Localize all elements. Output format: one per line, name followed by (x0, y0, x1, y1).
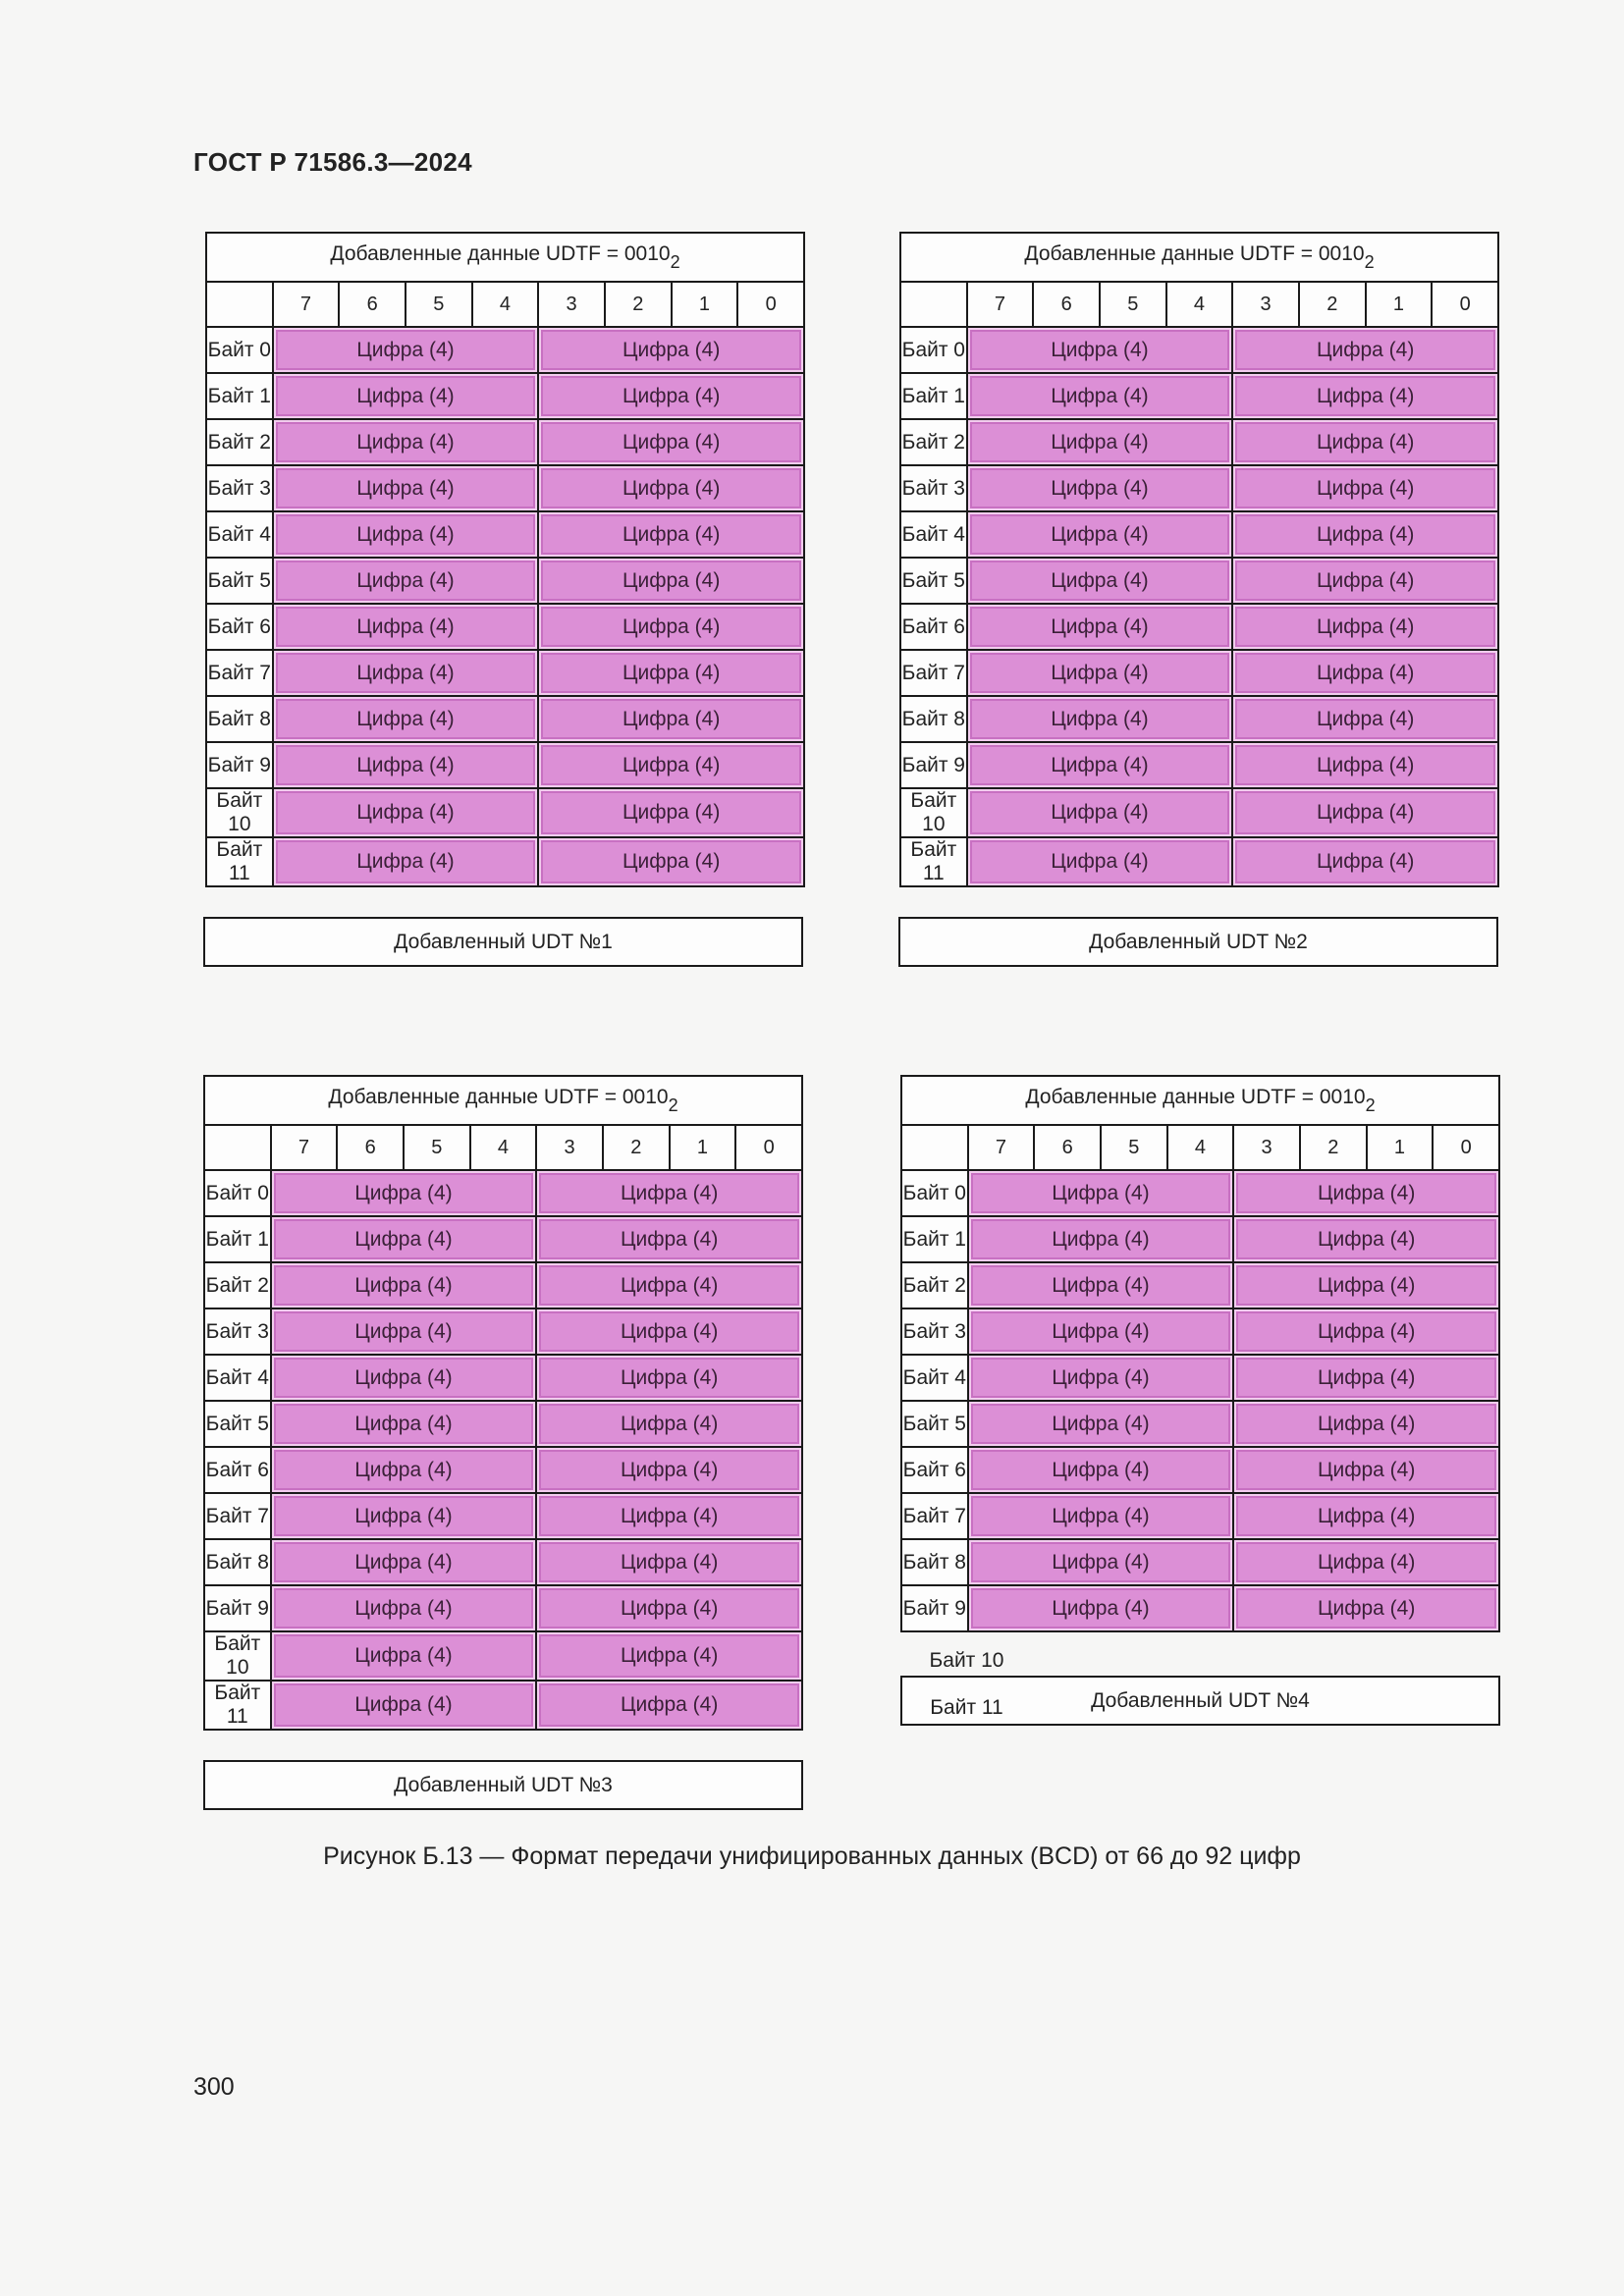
table-title-text: Добавленные данные UDTF = 0010 (1024, 241, 1365, 265)
digit-cell-high: Цифра (4) (271, 1631, 537, 1681)
table-row (900, 837, 1498, 886)
digit-cell-low: Цифра (4) (536, 1681, 802, 1730)
digit-cell-low: Цифра (4) (1232, 788, 1498, 837)
byte-label: Байт 11 (900, 837, 967, 886)
byte-label: Байт 0 (901, 1170, 968, 1216)
byte-label: Байт 6 (206, 604, 273, 650)
digit-cell-low: Цифра (4) (538, 696, 804, 742)
byte-label: Байт 1 (206, 373, 273, 419)
digit-cell-high: Цифра (4) (273, 696, 539, 742)
table-row (900, 696, 1498, 742)
byte-label: Байт 8 (206, 696, 273, 742)
table-title-text: Добавленные данные UDTF = 0010 (1025, 1085, 1366, 1108)
bit-header: 5 (1100, 282, 1166, 327)
table-row (901, 1262, 1499, 1308)
udt-table-2 (899, 232, 1499, 887)
bit-header: 2 (1299, 282, 1366, 327)
digit-cell-low: Цифра (4) (536, 1355, 802, 1401)
table-row (204, 1170, 802, 1216)
table-row (900, 373, 1498, 419)
digit-cell-high: Цифра (4) (273, 837, 539, 886)
bit-header: 7 (271, 1125, 338, 1170)
digit-cell-low: Цифра (4) (538, 837, 804, 886)
digit-cell-high: Цифра (4) (968, 1308, 1234, 1355)
table-row (206, 558, 804, 604)
digit-cell-high: Цифра (4) (273, 465, 539, 511)
table-row (204, 1539, 802, 1585)
bit-header: 3 (1232, 282, 1299, 327)
digit-cell-low: Цифра (4) (1232, 511, 1498, 558)
udt-footer-4: Добавленный UDT №4 (900, 1676, 1500, 1726)
table-row (206, 837, 804, 886)
byte-label: Байт 0 (204, 1170, 271, 1216)
digit-cell-low: Цифра (4) (538, 558, 804, 604)
bit-header: 4 (472, 282, 539, 327)
udt-table-4 (900, 1075, 1500, 1632)
digit-cell-high: Цифра (4) (967, 837, 1233, 886)
byte-label: Байт 11 (204, 1681, 271, 1730)
byte-label: Байт 4 (901, 1355, 968, 1401)
digit-cell-high: Цифра (4) (273, 742, 539, 788)
table-title (206, 233, 804, 282)
table-title-text: Добавленные данные UDTF = 0010 (330, 241, 671, 265)
digit-cell-high: Цифра (4) (968, 1447, 1234, 1493)
digit-cell-low: Цифра (4) (538, 604, 804, 650)
digit-cell-low: Цифра (4) (538, 419, 804, 465)
digit-cell-low: Цифра (4) (1232, 419, 1498, 465)
udt-footer-2: Добавленный UDT №2 (898, 917, 1498, 967)
byte-label: Байт 3 (900, 465, 967, 511)
byte-label: Байт 8 (900, 696, 967, 742)
bit-header: 1 (672, 282, 738, 327)
byte-label: Байт 1 (901, 1216, 968, 1262)
digit-cell-high: Цифра (4) (967, 604, 1233, 650)
table-row (204, 1355, 802, 1401)
digit-cell-low: Цифра (4) (536, 1585, 802, 1631)
corner-cell (204, 1125, 271, 1170)
table-row (204, 1493, 802, 1539)
table-row (901, 1447, 1499, 1493)
digit-cell-low: Цифра (4) (1232, 373, 1498, 419)
digit-cell-high: Цифра (4) (968, 1539, 1234, 1585)
table-row (204, 1585, 802, 1631)
digit-cell-high: Цифра (4) (967, 511, 1233, 558)
table-row (901, 1308, 1499, 1355)
digit-cell-low: Цифра (4) (536, 1401, 802, 1447)
table-row (901, 1355, 1499, 1401)
udt-block-1 (205, 232, 805, 887)
byte-label: Байт 3 (204, 1308, 271, 1355)
digit-cell-low: Цифра (4) (536, 1631, 802, 1681)
table-row (900, 742, 1498, 788)
byte-label: Байт 9 (901, 1585, 968, 1631)
table-row (900, 465, 1498, 511)
table-row (204, 1262, 802, 1308)
table-row (206, 511, 804, 558)
udt-table-1 (205, 232, 805, 887)
byte-label: Байт 5 (901, 1401, 968, 1447)
figure-caption: Рисунок Б.13 — Формат передачи унифицированных данных (BCD) от 66 до 92 цифр (323, 1842, 1301, 1870)
byte-label: Байт 11 (206, 837, 273, 886)
digit-cell-high: Цифра (4) (967, 465, 1233, 511)
table-row (206, 604, 804, 650)
digit-cell-low: Цифра (4) (1232, 742, 1498, 788)
byte-label: Байт 8 (204, 1539, 271, 1585)
digit-cell-high: Цифра (4) (968, 1355, 1234, 1401)
digit-cell-high: Цифра (4) (967, 558, 1233, 604)
table-row (901, 1216, 1499, 1262)
bit-header: 5 (404, 1125, 470, 1170)
digit-cell-low: Цифра (4) (538, 788, 804, 837)
bit-header: 6 (337, 1125, 404, 1170)
table-row (901, 1401, 1499, 1447)
digit-cell-high: Цифра (4) (271, 1308, 537, 1355)
byte-label: Байт 2 (901, 1262, 968, 1308)
digit-cell-high: Цифра (4) (271, 1585, 537, 1631)
digit-cell-high: Цифра (4) (273, 788, 539, 837)
bit-header: 3 (538, 282, 605, 327)
digit-cell-low: Цифра (4) (1233, 1355, 1499, 1401)
table-title-subscript: 2 (668, 1095, 678, 1115)
bit-header: 5 (1101, 1125, 1167, 1170)
bit-header: 7 (967, 282, 1034, 327)
byte-label: Байт 7 (206, 650, 273, 696)
digit-cell-low: Цифра (4) (538, 465, 804, 511)
byte-label: Байт 0 (900, 327, 967, 373)
digit-cell-high: Цифра (4) (273, 650, 539, 696)
byte-label: Байт 9 (204, 1585, 271, 1631)
byte-label: Байт 10 (900, 788, 967, 837)
bit-header: 2 (1300, 1125, 1367, 1170)
digit-cell-high: Цифра (4) (968, 1216, 1234, 1262)
byte-label: Байт 5 (900, 558, 967, 604)
table-title-subscript: 2 (1365, 1095, 1376, 1115)
bit-header: 4 (1167, 1125, 1234, 1170)
digit-cell-low: Цифра (4) (536, 1539, 802, 1585)
table-title (204, 1076, 802, 1125)
table-row (204, 1216, 802, 1262)
digit-cell-high: Цифра (4) (968, 1170, 1234, 1216)
table-row (901, 1539, 1499, 1585)
digit-cell-low: Цифра (4) (536, 1170, 802, 1216)
byte-label: Байт 1 (204, 1216, 271, 1262)
table-row (204, 1308, 802, 1355)
byte-label: Байт 4 (206, 511, 273, 558)
table-row (206, 788, 804, 837)
table-row (206, 419, 804, 465)
bit-header: 3 (1233, 1125, 1300, 1170)
bit-header: 1 (1366, 282, 1433, 327)
byte-label: Байт 9 (206, 742, 273, 788)
digit-cell-high: Цифра (4) (967, 788, 1233, 837)
digit-cell-high: Цифра (4) (271, 1355, 537, 1401)
bit-header: 6 (1033, 282, 1100, 327)
table-row (900, 650, 1498, 696)
table-row (900, 511, 1498, 558)
digit-cell-low: Цифра (4) (538, 327, 804, 373)
corner-cell (900, 282, 967, 327)
byte-label: Байт 6 (204, 1447, 271, 1493)
byte-label: Байт 4 (900, 511, 967, 558)
table-row (900, 604, 1498, 650)
bit-header: 4 (1166, 282, 1233, 327)
digit-cell-high: Цифра (4) (967, 742, 1233, 788)
table-title-subscript: 2 (670, 251, 680, 272)
byte-label: Байт 7 (900, 650, 967, 696)
byte-label: Байт 2 (206, 419, 273, 465)
digit-cell-low: Цифра (4) (1233, 1308, 1499, 1355)
digit-cell-low: Цифра (4) (1232, 650, 1498, 696)
digit-cell-low: Цифра (4) (536, 1216, 802, 1262)
byte-label: Байт 6 (900, 604, 967, 650)
bit-header: 6 (339, 282, 406, 327)
table-row (206, 650, 804, 696)
table-row (204, 1401, 802, 1447)
byte-label: Байт 6 (901, 1447, 968, 1493)
byte-label: Байт 2 (900, 419, 967, 465)
digit-cell-high: Цифра (4) (273, 604, 539, 650)
digit-cell-low: Цифра (4) (1233, 1401, 1499, 1447)
digit-cell-high: Цифра (4) (271, 1493, 537, 1539)
digit-cell-high: Цифра (4) (967, 327, 1233, 373)
byte-label: Байт 3 (206, 465, 273, 511)
byte-label: Байт 5 (206, 558, 273, 604)
byte-label: Байт 5 (204, 1401, 271, 1447)
bit-header: 7 (273, 282, 340, 327)
digit-cell-low: Цифра (4) (1233, 1493, 1499, 1539)
digit-cell-low: Цифра (4) (538, 373, 804, 419)
table-row (901, 1493, 1499, 1539)
digit-cell-high: Цифра (4) (273, 327, 539, 373)
digit-cell-low: Цифра (4) (1232, 837, 1498, 886)
table-row (900, 419, 1498, 465)
byte-label: Байт 1 (900, 373, 967, 419)
digit-cell-high: Цифра (4) (271, 1681, 537, 1730)
byte-label: Байт 10 (206, 788, 273, 837)
table-row (900, 788, 1498, 837)
page-number: 300 (193, 2073, 235, 2101)
digit-cell-high: Цифра (4) (271, 1539, 537, 1585)
udt-footer-1: Добавленный UDT №1 (203, 917, 803, 967)
digit-cell-low: Цифра (4) (536, 1308, 802, 1355)
bit-header: 2 (605, 282, 672, 327)
corner-cell (901, 1125, 968, 1170)
digit-cell-high: Цифра (4) (273, 419, 539, 465)
digit-cell-high: Цифра (4) (271, 1170, 537, 1216)
table-row (204, 1447, 802, 1493)
table-row (206, 742, 804, 788)
digit-cell-high: Цифра (4) (273, 373, 539, 419)
digit-cell-high: Цифра (4) (967, 696, 1233, 742)
document-header: ГОСТ Р 71586.3—2024 (193, 147, 472, 177)
digit-cell-low: Цифра (4) (1232, 465, 1498, 511)
byte-label: Байт 10 (929, 1649, 1004, 1672)
digit-cell-low: Цифра (4) (536, 1262, 802, 1308)
digit-cell-high: Цифра (4) (968, 1493, 1234, 1539)
digit-cell-low: Цифра (4) (1233, 1539, 1499, 1585)
table-title-subscript: 2 (1364, 251, 1375, 272)
bit-header: 0 (1432, 282, 1498, 327)
table-row (900, 327, 1498, 373)
byte-label: Байт 7 (204, 1493, 271, 1539)
digit-cell-low: Цифра (4) (538, 511, 804, 558)
byte-label: Байт 8 (901, 1539, 968, 1585)
digit-cell-low: Цифра (4) (1232, 558, 1498, 604)
bit-header: 3 (536, 1125, 603, 1170)
digit-cell-low: Цифра (4) (1233, 1216, 1499, 1262)
byte-label: Байт 11 (930, 1696, 1003, 1719)
digit-cell-high: Цифра (4) (968, 1585, 1234, 1631)
table-row (204, 1631, 802, 1681)
byte-label: Байт 4 (204, 1355, 271, 1401)
byte-label: Байт 9 (900, 742, 967, 788)
digit-cell-low: Цифра (4) (1233, 1585, 1499, 1631)
digit-cell-high: Цифра (4) (271, 1401, 537, 1447)
table-row (901, 1585, 1499, 1631)
bit-header: 0 (737, 282, 804, 327)
table-row (901, 1170, 1499, 1216)
digit-cell-low: Цифра (4) (1232, 604, 1498, 650)
table-row (206, 696, 804, 742)
table-row (900, 558, 1498, 604)
byte-label: Байт 10 (204, 1631, 271, 1681)
digit-cell-high: Цифра (4) (273, 558, 539, 604)
digit-cell-low: Цифра (4) (1233, 1447, 1499, 1493)
digit-cell-low: Цифра (4) (1233, 1170, 1499, 1216)
table-row (206, 465, 804, 511)
digit-cell-high: Цифра (4) (968, 1401, 1234, 1447)
digit-cell-high: Цифра (4) (271, 1262, 537, 1308)
extra-byte-label-11 (900, 1686, 1097, 1731)
table-title (901, 1076, 1499, 1125)
udt-table-3 (203, 1075, 803, 1731)
digit-cell-low: Цифра (4) (536, 1447, 802, 1493)
digit-cell-high: Цифра (4) (271, 1216, 537, 1262)
byte-label: Байт 2 (204, 1262, 271, 1308)
table-row (204, 1681, 802, 1730)
digit-cell-high: Цифра (4) (967, 419, 1233, 465)
bit-header: 1 (670, 1125, 736, 1170)
bit-header: 4 (470, 1125, 537, 1170)
digit-cell-high: Цифра (4) (967, 650, 1233, 696)
digit-cell-high: Цифра (4) (968, 1262, 1234, 1308)
digit-cell-low: Цифра (4) (1232, 327, 1498, 373)
digit-cell-low: Цифра (4) (1232, 696, 1498, 742)
corner-cell (206, 282, 273, 327)
table-title-text: Добавленные данные UDTF = 0010 (328, 1085, 669, 1108)
table-row (206, 327, 804, 373)
table-title (900, 233, 1498, 282)
bit-header: 0 (1433, 1125, 1499, 1170)
table-row (206, 373, 804, 419)
byte-label: Байт 0 (206, 327, 273, 373)
digit-cell-high: Цифра (4) (273, 511, 539, 558)
digit-cell-low: Цифра (4) (1233, 1262, 1499, 1308)
digit-cell-low: Цифра (4) (536, 1493, 802, 1539)
udt-block-4 (900, 1075, 1500, 1632)
byte-label: Байт 7 (901, 1493, 968, 1539)
digit-cell-low: Цифра (4) (538, 650, 804, 696)
bit-header: 6 (1034, 1125, 1101, 1170)
digit-cell-high: Цифра (4) (271, 1447, 537, 1493)
digit-cell-low: Цифра (4) (538, 742, 804, 788)
bit-header: 5 (406, 282, 472, 327)
bit-header: 7 (968, 1125, 1035, 1170)
udt-block-2 (899, 232, 1499, 887)
digit-cell-high: Цифра (4) (967, 373, 1233, 419)
byte-label: Байт 3 (901, 1308, 968, 1355)
udt-footer-3: Добавленный UDT №3 (203, 1760, 803, 1810)
bit-header: 2 (603, 1125, 670, 1170)
bit-header: 1 (1367, 1125, 1434, 1170)
bit-header: 0 (735, 1125, 802, 1170)
udt-block-3 (203, 1075, 803, 1731)
